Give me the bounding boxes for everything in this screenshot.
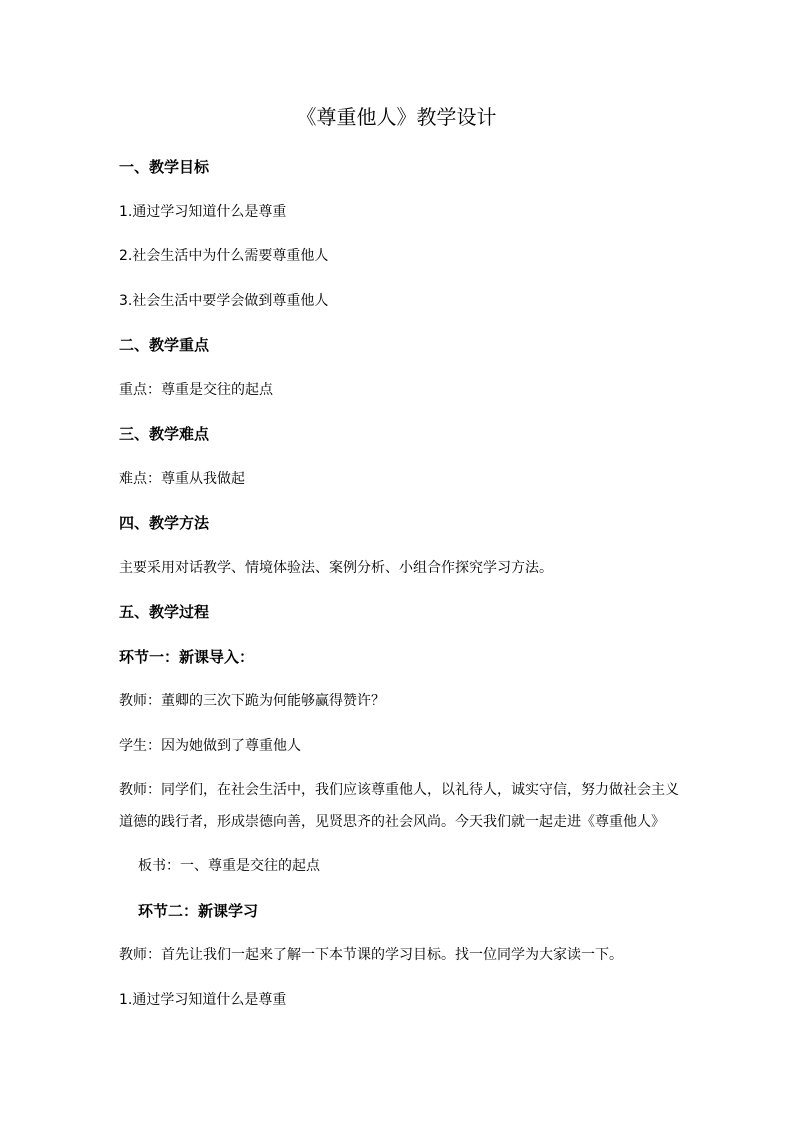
objective-item-2: 2.社会生活中为什么需要尊重他人 [119,248,329,264]
section-heading-objectives: 一、教学目标 [119,158,210,176]
objective-item-3: 3.社会生活中要学会做到尊重他人 [119,293,329,309]
difficulty-text: 难点：尊重从我做起 [119,471,245,487]
methods-text: 主要采用对话教学、情境体验法、案例分析、小组合作探究学习方法。 [119,560,553,576]
document-title: 《尊重他人》教学设计 [296,105,497,129]
dialogue-teacher-intro-line-2: 道德的践行者，形成崇德向善，见贤思齐的社会风尚。今天我们就一起走进《尊重他人》 [119,814,665,830]
section-heading-methods: 四、教学方法 [119,514,210,532]
section-heading-difficulties: 三、教学难点 [119,425,210,443]
step-two-heading: 环节二：新课学习 [138,902,259,920]
step-one-heading: 环节一：新课导入： [119,648,255,666]
objective-reading-item-1: 1.通过学习知道什么是尊重 [119,992,287,1008]
section-heading-key-points: 二、教学重点 [119,336,210,354]
dialogue-student-answer: 学生：因为她做到了尊重他人 [119,738,301,754]
section-heading-process: 五、教学过程 [119,603,210,621]
dialogue-teacher-objectives: 教师：首先让我们一起来了解一下本节课的学习目标。找一位同学为大家读一下。 [119,947,623,963]
dialogue-teacher-intro-line-1: 教师：同学们，在社会生活中，我们应该尊重他人，以礼待人，诚实守信，努力做社会主义 [119,782,679,798]
key-point-text: 重点：尊重是交往的起点 [119,382,273,398]
objective-item-1: 1.通过学习知道什么是尊重 [119,204,287,220]
board-note: 板书：一、尊重是交往的起点 [138,858,320,874]
dialogue-teacher-question: 教师：董卿的三次下跪为何能够赢得赞许？ [119,693,385,709]
